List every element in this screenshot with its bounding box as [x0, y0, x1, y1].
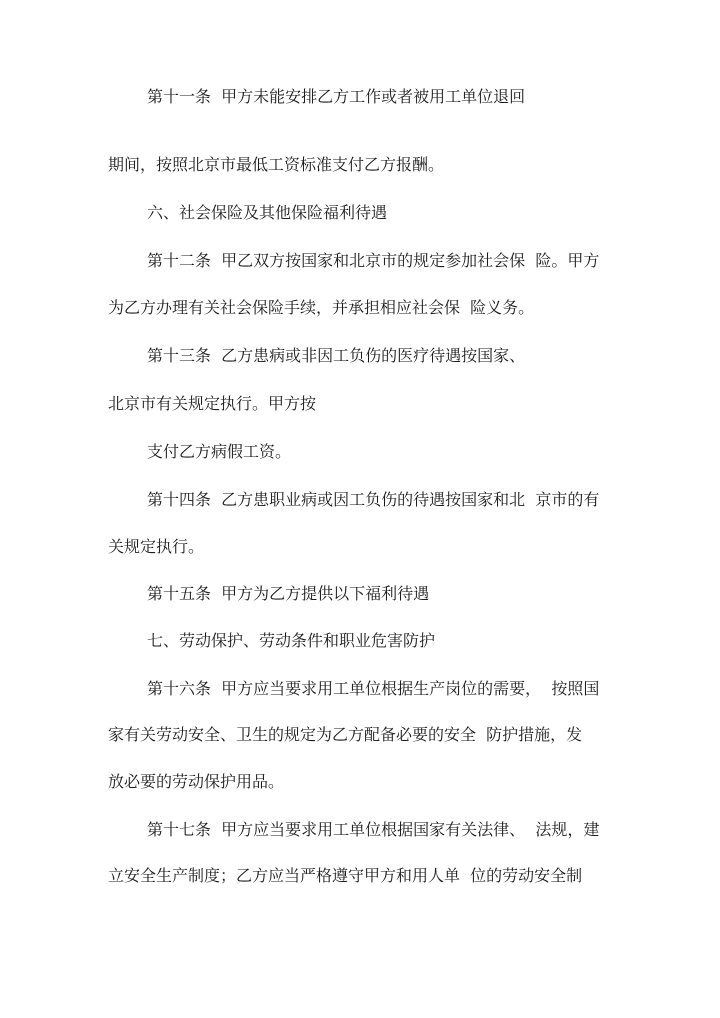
text-line: 为乙方办理有关社会保险手续，并承担相应社会保 险义务。 — [108, 298, 535, 317]
text-line: 第十六条 甲方应当要求用工单位根据生产岗位的需要， 按照国 — [147, 679, 600, 698]
text-line: 第十三条 乙方患病或非因工负伤的医疗待遇按国家、 — [147, 346, 526, 365]
text-line: 支付乙方病假工资。 — [147, 442, 292, 461]
text-line: 立安全生产制度；乙方应当严格遵守甲方和用人单 位的劳动安全制 — [108, 866, 583, 885]
text-line: 北京市有关规定执行。甲方按 — [108, 394, 317, 413]
text-line: 第十五条 甲方为乙方提供以下福利待遇 — [147, 584, 430, 603]
text-line: 家有关劳动安全、卫生的规定为乙方配备必要的安全 防护措施，发 — [108, 725, 583, 744]
text-line: 放必要的劳动保护用品。 — [108, 772, 285, 791]
text-line: 第十四条 乙方患职业病或因工负伤的待遇按国家和北 京市的有 — [147, 490, 600, 509]
text-line: 关规定执行。 — [108, 537, 205, 556]
text-line: 期间，按照北京市最低工资标准支付乙方报酬。 — [108, 155, 445, 174]
text-line: 第十七条 甲方应当要求用工单位根据国家有关法律、 法规，建 — [147, 820, 600, 839]
section-heading: 七、劳动保护、劳动条件和职业危害防护 — [147, 631, 436, 650]
text-line: 第十二条 甲乙双方按国家和北京市的规定参加社会保 险。甲方 — [147, 251, 600, 270]
section-heading: 六、社会保险及其他保险福利待遇 — [147, 203, 388, 222]
text-line: 第十一条 甲方未能安排乙方工作或者被用工单位退回 — [147, 87, 526, 106]
